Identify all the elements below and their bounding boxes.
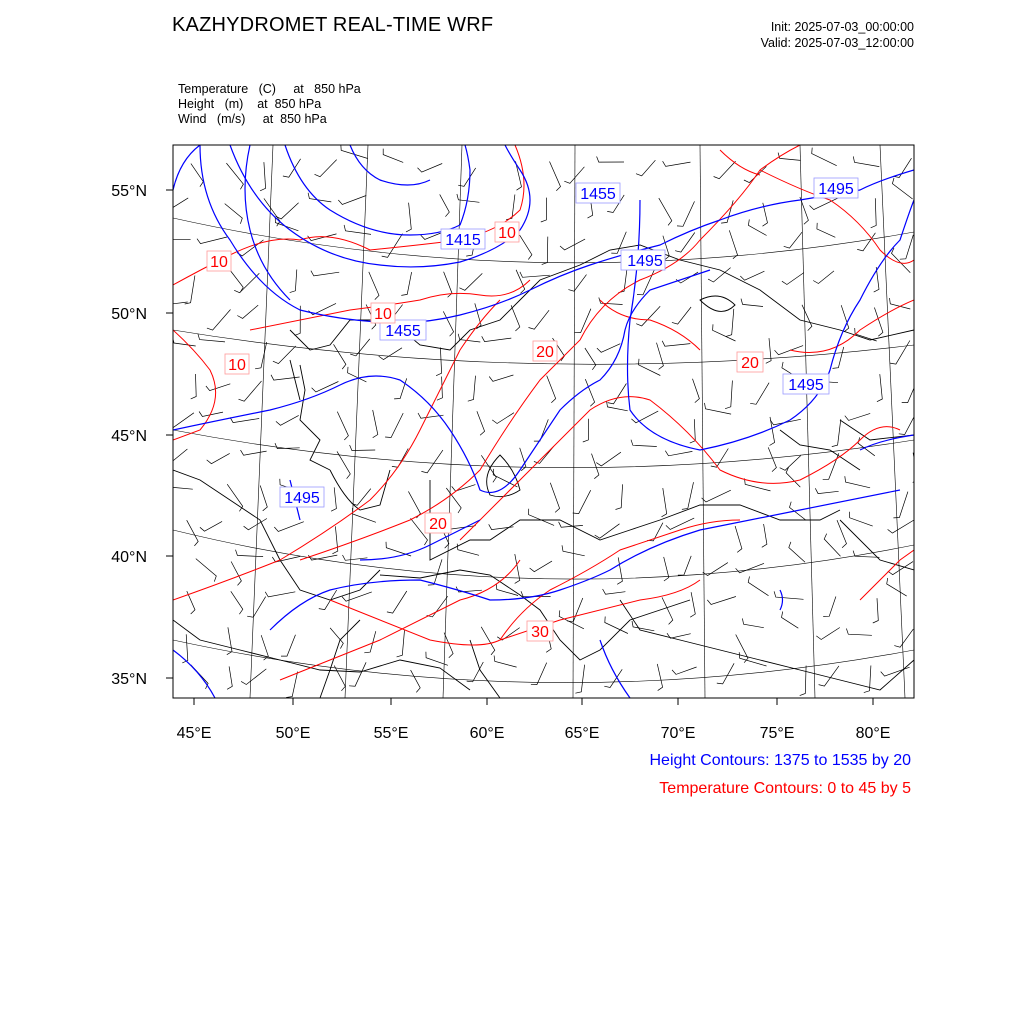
wind-barb: [196, 559, 217, 582]
temperature-contour-label: 20: [536, 344, 554, 361]
wind-barb: [231, 591, 243, 614]
wind-barb: [230, 270, 243, 292]
wind-barb: [260, 486, 267, 511]
lat-label: 50°N: [111, 306, 147, 323]
wind-barb: [782, 273, 804, 285]
wind-barb: [665, 451, 692, 456]
wind-barb: [241, 450, 267, 455]
wind-barb: [281, 635, 296, 656]
valid-time: Valid: 2025-07-03_12:00:00: [760, 36, 914, 50]
wind-barb: [786, 467, 800, 487]
chart-title: KAZHYDROMET REAL-TIME WRF: [172, 14, 494, 36]
field-name: Height: [178, 97, 215, 111]
lon-label: 75°E: [759, 725, 795, 742]
field-unit: (C): [258, 82, 276, 96]
temperature-contour-label: 10: [228, 357, 246, 374]
wind-barb: [894, 629, 913, 647]
field-unit: (m): [224, 97, 244, 111]
wind-barb: [427, 596, 448, 617]
wind-barb: [817, 223, 835, 237]
wind-barb: [341, 144, 368, 158]
wind-barb: [197, 237, 227, 244]
wind-barb: [241, 669, 266, 685]
wind-barb: [481, 455, 496, 482]
wind-barb: [592, 454, 599, 479]
wind-barb: [157, 300, 188, 305]
lon-label: 55°E: [373, 725, 409, 742]
wind-barb: [457, 544, 479, 556]
wind-barb: [338, 196, 366, 205]
wind-barb: [726, 309, 734, 337]
wind-barb: [664, 557, 669, 581]
wind-barb: [385, 413, 403, 437]
wind-barb: [690, 592, 695, 617]
wind-barb: [575, 309, 591, 333]
wind-barb: [515, 554, 520, 583]
wind-barb: [810, 198, 839, 210]
wind-barb: [459, 273, 482, 290]
wind-barb: [703, 563, 728, 576]
wind-barb: [237, 240, 263, 256]
wind-barb: [636, 160, 655, 176]
wind-barb: [401, 272, 411, 295]
wind-barb: [162, 449, 187, 465]
wind-barb: [264, 198, 280, 226]
wind-barb: [832, 419, 841, 446]
field-name: Temperature: [178, 82, 249, 96]
wind-barb: [608, 384, 627, 404]
wind-barb: [672, 307, 691, 324]
wind-barb: [857, 233, 875, 251]
field-level: at 850 hPa: [293, 82, 361, 96]
wind-barb: [226, 163, 243, 189]
wind-barb: [662, 341, 690, 346]
wind-barb: [616, 484, 623, 509]
wind-barb: [597, 344, 620, 353]
wind-barb: [666, 518, 694, 529]
wind-barb: [342, 592, 372, 601]
wind-barb: [481, 627, 495, 655]
wind-barb: [677, 201, 695, 226]
wind-barb: [230, 417, 259, 422]
wind-barb: [603, 589, 626, 594]
wind-barb: [489, 375, 513, 381]
wind-barb: [542, 237, 548, 265]
wind-barb: [559, 522, 583, 527]
wind-barb: [850, 512, 873, 526]
height-contour-label: 1415: [445, 232, 481, 249]
wind-barb: [800, 197, 809, 224]
temperature-contour-label: 10: [210, 254, 228, 271]
wind-barb: [890, 341, 910, 365]
wind-barb: [705, 403, 732, 414]
wind-barb: [846, 629, 872, 636]
wind-barb: [778, 153, 801, 161]
wind-barb: [315, 160, 337, 177]
wind-barb: [812, 148, 837, 166]
temperature-contour-label: 20: [429, 516, 447, 533]
wind-barb: [813, 271, 834, 284]
wind-barb: [520, 235, 532, 259]
wind-barb: [750, 383, 769, 405]
wind-barb: [662, 488, 667, 517]
wind-barb: [877, 374, 882, 402]
height-contour-label: 1495: [818, 181, 854, 198]
wind-barb: [768, 447, 776, 471]
wind-barb: [702, 490, 731, 502]
wind-barb: [276, 203, 299, 219]
height-contour-label: 1455: [385, 323, 421, 340]
height-contour-label: 1495: [627, 253, 663, 270]
wind-barb: [607, 401, 628, 411]
wind-barb: [173, 337, 196, 346]
wind-barb: [496, 584, 518, 596]
wind-barb: [631, 440, 657, 447]
wind-barb: [618, 269, 627, 292]
height-contour-label: 1455: [580, 186, 616, 203]
lat-label: 45°N: [111, 428, 147, 445]
wind-barb: [780, 456, 801, 471]
wind-barb: [421, 450, 443, 473]
wind-barb: [275, 443, 300, 449]
wind-barb: [312, 382, 339, 393]
wind-barb: [672, 667, 697, 674]
wind-barb: [815, 488, 838, 493]
wind-barb: [657, 664, 662, 691]
wind-barb: [443, 311, 453, 336]
wind-barb: [497, 628, 520, 641]
wind-barb: [265, 592, 295, 597]
wind-barb: [207, 310, 231, 331]
wind-barb: [231, 562, 241, 586]
wind-barb: [311, 271, 339, 276]
wind-barb: [290, 270, 297, 293]
wind-barb: [735, 526, 742, 552]
wind-barb: [206, 384, 230, 391]
wind-barb: [550, 483, 559, 513]
wind-barb: [408, 491, 420, 518]
wind-barb: [477, 411, 485, 435]
wind-barb: [892, 248, 911, 273]
wind-barb: [397, 630, 405, 657]
temperature-legend: Temperature Contours: 0 to 45 by 5: [659, 780, 911, 797]
wind-barb: [845, 413, 870, 420]
wind-barb: [168, 481, 192, 489]
wind-barb: [871, 198, 877, 228]
lat-label: 40°N: [111, 549, 147, 566]
wind-barb: [874, 308, 883, 337]
wind-barb: [888, 519, 916, 533]
wind-barb: [387, 591, 407, 613]
wind-barb: [236, 550, 264, 557]
wind-barb: [823, 597, 836, 617]
wind-barb: [191, 374, 197, 399]
wind-barb: [845, 476, 870, 488]
lat-label: 55°N: [111, 183, 147, 200]
lon-label: 50°E: [275, 725, 311, 742]
wind-barb: [227, 666, 232, 689]
wind-barb: [864, 666, 871, 693]
wind-barb: [789, 542, 805, 562]
wind-barb: [770, 417, 775, 446]
field-unit: (m/s): [216, 112, 246, 126]
wind-barb: [887, 578, 907, 596]
wind-barb: [369, 272, 379, 300]
wind-barb: [711, 449, 729, 468]
wind-barb: [244, 519, 267, 530]
wind-barb: [739, 652, 766, 666]
wind-barb: [334, 344, 346, 369]
wind-barb: [436, 348, 442, 376]
lon-label: 60°E: [469, 725, 505, 742]
wind-barb: [740, 271, 764, 280]
wind-barb: [444, 633, 453, 658]
wind-barb: [833, 347, 844, 369]
wind-barb: [659, 198, 672, 225]
wind-barb: [200, 521, 222, 531]
wind-barb: [446, 488, 461, 513]
height-legend: Height Contours: 1375 to 1535 by 20: [649, 752, 911, 769]
height-contour-label: 1495: [284, 490, 320, 507]
wind-barb: [344, 225, 371, 235]
wind-barb: [207, 453, 230, 463]
wind-barb: [383, 149, 403, 163]
wind-barb: [742, 618, 763, 627]
wind-barb: [913, 453, 918, 483]
wind-barb: [748, 576, 768, 595]
field-level: at 850 hPa: [257, 97, 322, 111]
wind-barb: [636, 306, 660, 326]
lon-label: 45°E: [176, 725, 212, 742]
temperature-contour-label: 20: [741, 355, 759, 372]
temperature-contour-label: 10: [498, 225, 516, 242]
wind-barb: [468, 376, 476, 402]
wind-barb: [418, 164, 443, 173]
wind-barb: [560, 239, 585, 250]
wind-barb: [748, 219, 766, 235]
init-time: Init: 2025-07-03_00:00:00: [770, 20, 914, 34]
wind-barb: [511, 305, 520, 331]
wind-barb: [406, 203, 411, 232]
wind-barb: [440, 194, 450, 216]
field-name: Wind: [178, 112, 207, 126]
wind-barb: [717, 663, 734, 684]
wind-barb: [744, 166, 767, 182]
wind-barb: [541, 198, 547, 222]
wind-barb: [352, 489, 371, 506]
wind-barb: [892, 178, 912, 199]
wind-barb: [348, 367, 367, 382]
wind-barb: [273, 346, 296, 364]
wind-barb: [802, 305, 812, 331]
wind-barb: [575, 665, 584, 694]
wind-barb: [725, 381, 732, 409]
wind-barb: [349, 662, 366, 686]
wind-barb: [331, 487, 336, 511]
wind-barb: [373, 410, 378, 438]
wind-barb: [185, 276, 195, 305]
wind-barb: [899, 416, 915, 435]
wind-barb: [766, 338, 771, 363]
wind-barb: [782, 612, 799, 629]
wind-barbs: [157, 144, 918, 697]
wind-barb: [350, 445, 376, 451]
wind-barb: [893, 158, 911, 177]
wind-barb: [714, 161, 736, 179]
wind-barb: [662, 597, 673, 624]
wind-barb: [550, 162, 561, 191]
wind-barb: [682, 482, 694, 509]
wind-barb: [819, 666, 839, 686]
wind-barb: [187, 520, 199, 546]
wind-barb: [597, 157, 624, 163]
wind-barb: [596, 452, 621, 466]
wind-barb: [617, 557, 622, 584]
temperature-contour-label: 30: [531, 624, 549, 641]
wind-barb: [271, 375, 300, 380]
wind-barb: [227, 627, 232, 654]
lon-label: 65°E: [564, 725, 600, 742]
wind-barb: [161, 198, 188, 212]
wind-barb: [237, 305, 258, 318]
wind-barb: [568, 275, 586, 292]
wind-barb: [234, 273, 259, 293]
wind-barb: [337, 412, 348, 440]
wind-barb: [516, 161, 522, 190]
wind-barb: [529, 310, 550, 329]
wind-barb: [482, 336, 512, 341]
wind-barb: [198, 334, 225, 342]
wind-barb: [881, 667, 910, 676]
wind-barb: [736, 563, 764, 572]
wind-barb: [276, 415, 299, 425]
wind-barb: [707, 597, 736, 605]
wind-barb: [225, 204, 243, 224]
wind-barb: [437, 377, 443, 401]
wind-barb: [816, 628, 840, 640]
wind-barb: [837, 520, 847, 548]
wind-barb: [873, 598, 879, 623]
wind-barb: [247, 597, 266, 618]
wind-barb: [547, 376, 556, 403]
wind-barb: [531, 663, 547, 685]
wind-barb: [530, 561, 552, 572]
wind-barb: [529, 509, 555, 526]
height-contour-label: 1495: [788, 377, 824, 394]
wind-barb: [411, 670, 421, 692]
wind-barb: [663, 161, 691, 166]
wind-barb: [637, 270, 655, 295]
wind-barb: [274, 522, 304, 532]
lon-label: 70°E: [660, 725, 696, 742]
wind-barb: [599, 298, 623, 305]
wind-barb: [824, 534, 840, 557]
wind-barb: [564, 167, 584, 184]
wind-barb: [784, 232, 802, 248]
wind-barb: [693, 379, 700, 403]
wind-barb: [260, 162, 266, 191]
wind-barb: [678, 556, 691, 575]
wind-barb: [657, 343, 664, 370]
wind-barb: [255, 342, 267, 369]
wind-barb: [583, 419, 589, 442]
wind-barb: [520, 272, 550, 277]
wind-barb: [379, 348, 402, 360]
wind-barb: [332, 526, 337, 553]
wind-barb: [428, 559, 442, 585]
wind-barb: [741, 299, 763, 307]
wind-barb: [762, 524, 767, 547]
lon-label: 80°E: [855, 725, 891, 742]
wind-barb: [900, 235, 914, 259]
wind-barb: [239, 381, 262, 401]
lat-label: 35°N: [111, 671, 147, 688]
wind-barb: [165, 234, 191, 240]
wind-barb: [853, 156, 879, 166]
wind-barb: [573, 490, 591, 513]
wind-barb: [494, 656, 516, 668]
wind-barb: [639, 359, 661, 376]
wind-barb: [729, 230, 737, 258]
wind-barb: [595, 524, 620, 538]
wind-barb: [774, 591, 803, 599]
wind-barb: [775, 346, 804, 355]
temperature-contour-label: 10: [374, 306, 392, 323]
wind-barb: [585, 348, 596, 370]
wind-barb: [394, 378, 407, 399]
field-level: at 850 hPa: [262, 112, 327, 126]
